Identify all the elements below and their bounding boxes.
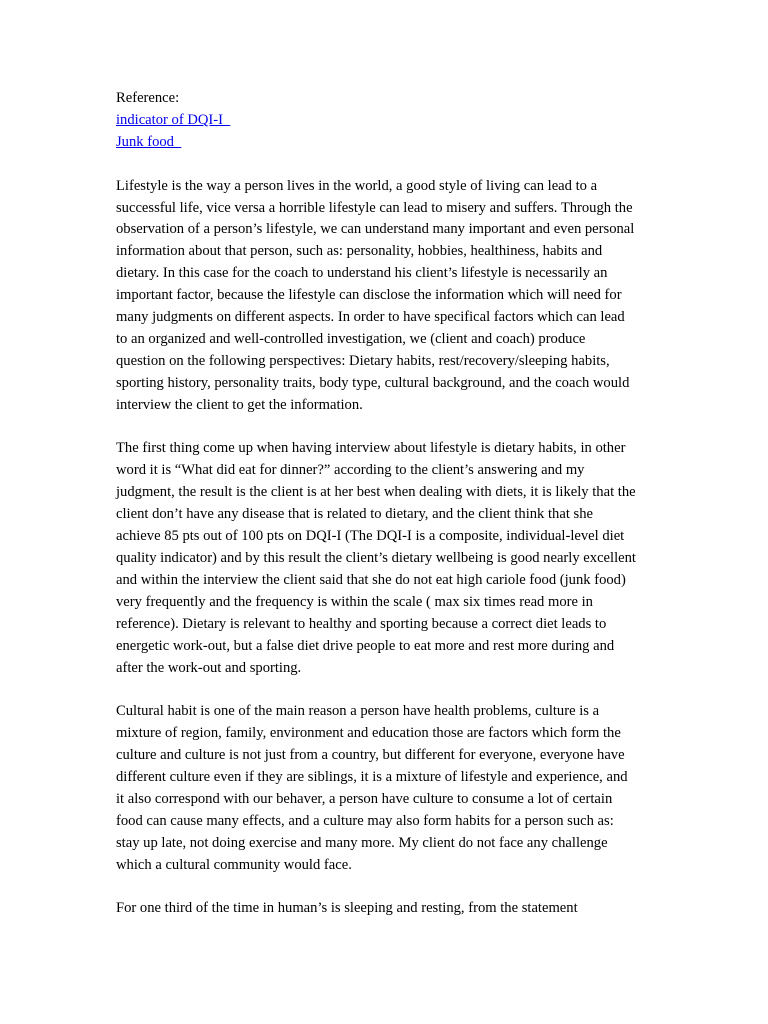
reference-link-line-2 <box>116 132 636 154</box>
paragraph-lifestyle-intro: Lifestyle is the way a person lives in the world, a good style of living can lead to a successful life, vice versa a horrible lifestyle can lead to misery and suffers. Through the observation of a person’s lifestyle, we can understand many important and even personal information about that person, such as: personality, hobbies, healthiness, habits and dietary. In this case for the coach to understand his client’s lifestyle is necessarily an important factor, because the lifestyle can disclose the information which will need for many judgments on different aspects. In order to have specifical factors which can lead to an organized and well-controlled investigation, we (client and coach) produce question on the following perspectives: Dietary habits, rest/recovery/sleeping habits, sporting history, personality traits, body type, cultural background, and the coach would interview the client to get the information. <box>116 177 635 413</box>
dqi-i-indicator-link[interactable]: indicator of DQI-I <box>116 111 231 128</box>
document-body <box>116 88 636 920</box>
junk-food-link[interactable]: Junk food <box>116 133 182 150</box>
reference-heading: Reference: <box>116 90 180 106</box>
paragraph-sleeping-resting: For one third of the time in human’s is sleeping and resting, from the statement <box>116 900 578 917</box>
paragraph-dietary-habits: The first thing come up when having interview about lifestyle is dietary habits, in other word it is “What did eat for dinner?” according to the client’s answering and my judgment, the result is the client is at her best when dealing with diets, it is likely that the client don’t have any disease that is related to dietary, and the client think that she achieve 85 pts out of 100 pts on DQI-I (The DQI-I is a composite, individual-level diet quality indicator) and by this result the client’s dietary wellbeing is good nearly excellent and within the interview the client said that she do not eat high cariole food (junk food) very frequently and the frequency is within the scale ( max six times read more in reference). Dietary is relevant to healthy and sporting because a correct diet leads to energetic work-out, but a false diet drive people to eat more and rest more during and after the work-out and sporting. <box>116 440 636 676</box>
paragraph-cultural-habit: Cultural habit is one of the main reason a person have health problems, culture is a mixture of region, family, environment and education those are factors which form the culture and culture is not just from a country, but different for everyone, everyone have different culture even if they are siblings, it is a mixture of lifestyle and experience, and it also correspond with our behaver, a person have culture to consume a lot of certain food can cause many effects, and a culture may also form habits for a person such as: stay up late, not doing exercise and many more. My client do not face any challenge which a cultural community would face. <box>116 703 628 873</box>
reference-section <box>116 88 636 154</box>
reference-link-line-1 <box>116 110 636 132</box>
